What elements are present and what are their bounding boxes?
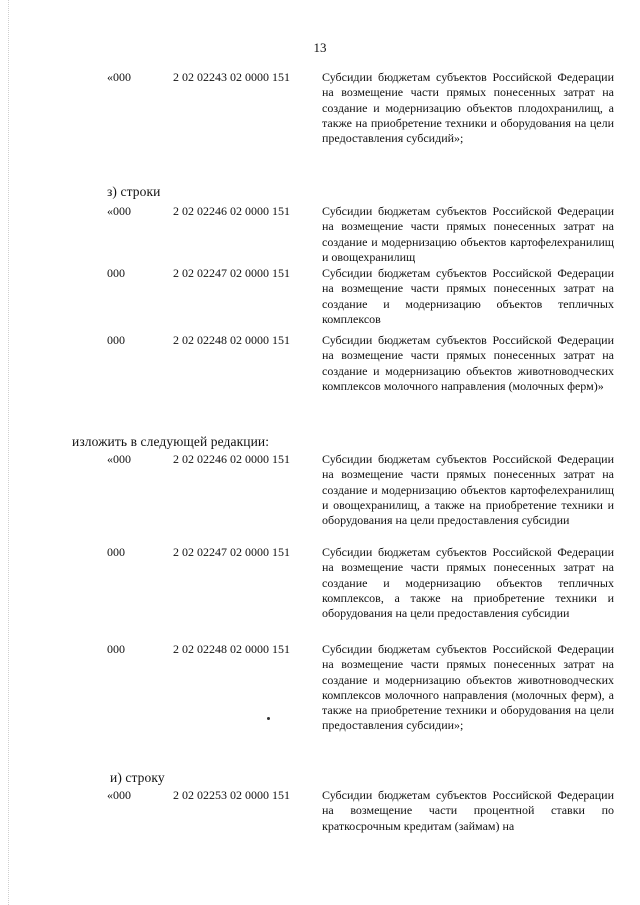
row-description: Субсидии бюджетам субъектов Российской Федерации на возмещение части прямых понесенных затрат на создание и модернизацию объектов тепличных комплексов, а также на приобретение техники и оборудования на цели предоставления субсидии xyxy=(322,545,614,621)
row-code: «000 xyxy=(107,70,131,84)
row-code: «000 xyxy=(107,788,131,802)
row-kbk-code: 2 02 02248 02 0000 151 xyxy=(173,642,290,656)
row-code: 000 xyxy=(107,266,125,280)
row-kbk-code: 2 02 02246 02 0000 151 xyxy=(173,204,290,218)
row-kbk-code: 2 02 02243 02 0000 151 xyxy=(173,70,290,84)
row-code: «000 xyxy=(107,452,131,466)
section-heading-i: и) строку xyxy=(110,770,165,785)
page-number: 13 xyxy=(313,40,327,55)
row-kbk-code: 2 02 02246 02 0000 151 xyxy=(173,452,290,466)
scan-margin-line xyxy=(8,0,11,905)
row-description: Субсидии бюджетам субъектов Российской Федерации на возмещение части прямых понесенных затрат на создание и модернизацию объектов плодохранилищ, а также на приобретение техники и оборудования на цели предоставления субсидий»; xyxy=(322,70,614,146)
row-code: «000 xyxy=(107,204,131,218)
row-kbk-code: 2 02 02248 02 0000 151 xyxy=(173,333,290,347)
row-description: Субсидии бюджетам субъектов Российской Федерации на возмещение части прямых понесенных затрат на создание и модернизацию объектов картофелехранилищ и овощехранилищ, а также на приобретение техники и оборудования на цели предоставления субсидии xyxy=(322,452,614,528)
row-description: Субсидии бюджетам субъектов Российской Федерации на возмещение части прямых понесенных затрат на создание и модернизацию объектов тепличных комплексов xyxy=(322,266,614,326)
row-kbk-code: 2 02 02253 02 0000 151 xyxy=(173,788,290,802)
section-heading-z: з) строки xyxy=(107,184,161,199)
row-code: 000 xyxy=(107,333,125,347)
row-code: 000 xyxy=(107,642,125,656)
row-description: Субсидии бюджетам субъектов Российской Федерации на возмещение части прямых понесенных затрат на создание и модернизацию объектов картофелехранилищ и овощехранилищ xyxy=(322,204,614,264)
row-description: Субсидии бюджетам субъектов Российской Федерации на возмещение части прямых понесенных затрат на создание и модернизацию объектов животноводческих комплексов молочного направления (молочных ферм), а также на приобретение техники и оборудования на цели предоставления субсидии»; xyxy=(322,642,614,733)
section-heading-replace: изложить в следующей редакции: xyxy=(72,434,270,449)
scan-speck xyxy=(267,717,270,720)
row-description: Субсидии бюджетам субъектов Российской Федерации на возмещение части прямых понесенных затрат на создание и модернизацию объектов животноводческих комплексов молочного направления (молочных ферм)» xyxy=(322,333,614,393)
row-kbk-code: 2 02 02247 02 0000 151 xyxy=(173,266,290,280)
row-description: Субсидии бюджетам субъектов Российской Федерации на возмещение части процентной ставки по краткосрочным кредитам (займам) на xyxy=(322,788,614,833)
row-kbk-code: 2 02 02247 02 0000 151 xyxy=(173,545,290,559)
row-code: 000 xyxy=(107,545,125,559)
